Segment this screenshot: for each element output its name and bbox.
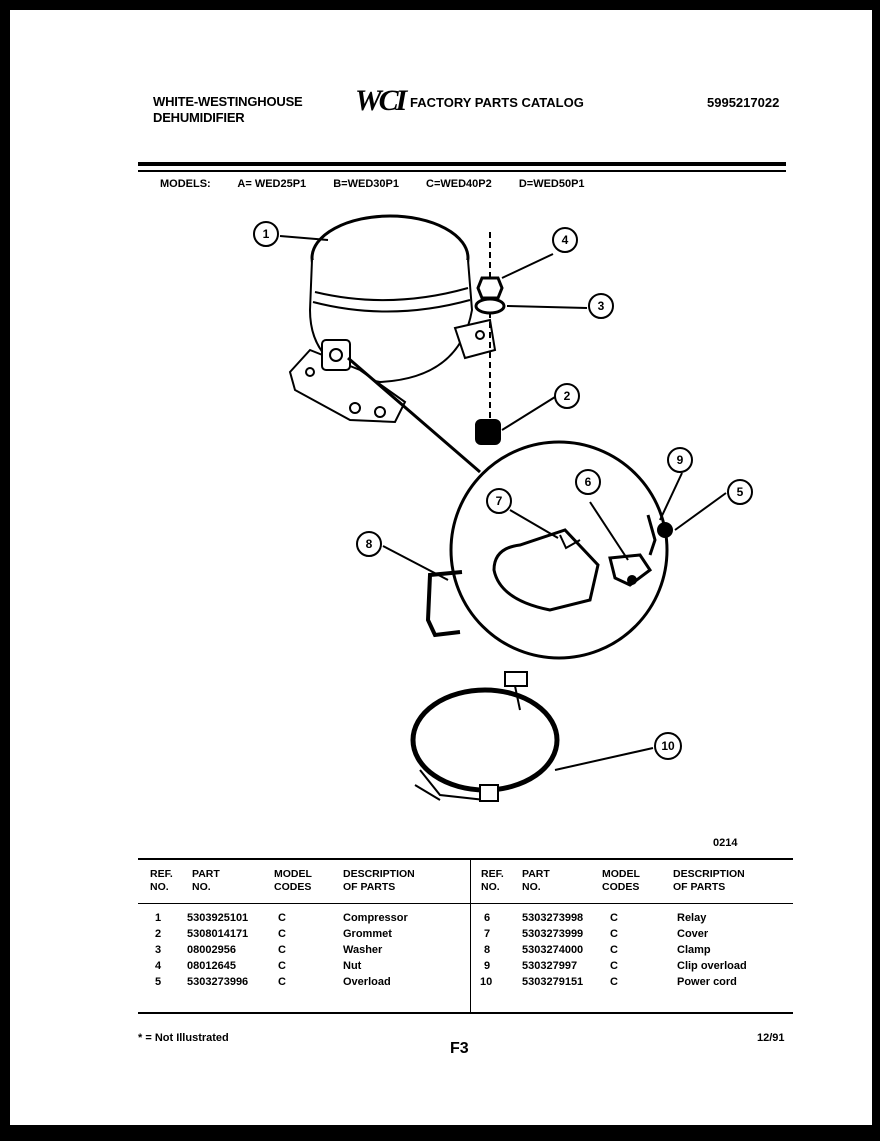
table-column-divider xyxy=(470,860,471,1012)
svg-text:5: 5 xyxy=(736,485,744,499)
table-row: 7 5303273999 C Cover xyxy=(484,928,709,940)
header-description-right: DESCRIPTION OF PARTS xyxy=(673,868,745,893)
header-part-no-left: PART NO. xyxy=(192,868,220,893)
svg-text:6: 6 xyxy=(584,475,592,489)
brand-name: WHITE-WESTINGHOUSE xyxy=(153,94,303,109)
svg-text:7: 7 xyxy=(495,494,503,508)
callout-7 xyxy=(487,489,511,513)
wci-logo: WCI xyxy=(355,84,405,117)
header-ref-no-right: REF. NO. xyxy=(481,868,504,893)
table-row: 2 5308014171 C Grommet xyxy=(155,928,392,940)
svg-text:8: 8 xyxy=(365,537,373,551)
nut-illustration xyxy=(478,278,502,298)
callout-5 xyxy=(728,480,752,504)
header-part-no-right: PART NO. xyxy=(522,868,550,893)
callout-9 xyxy=(668,448,692,472)
callout-2 xyxy=(555,384,579,408)
header-description-left: DESCRIPTION OF PARTS xyxy=(343,868,415,893)
power-cord-illustration xyxy=(413,672,557,801)
model-c: C=WED40P2 xyxy=(426,178,492,190)
compressor-illustration xyxy=(290,216,495,422)
callout-1 xyxy=(254,222,278,246)
grommet-illustration xyxy=(476,420,500,444)
callout-8 xyxy=(357,532,381,556)
catalog-title: FACTORY PARTS CATALOG xyxy=(410,95,584,110)
models-label: MODELS: xyxy=(160,178,211,190)
relay-illustration xyxy=(610,555,650,585)
table-row: 6 5303273998 C Relay xyxy=(484,912,707,924)
footnote: * = Not Illustrated xyxy=(138,1032,229,1044)
product-type: DEHUMIDIFIER xyxy=(153,110,245,125)
header-ref-no-left: REF. NO. xyxy=(150,868,173,893)
callout-4 xyxy=(553,228,577,252)
callout-6 xyxy=(576,470,600,494)
table-row: 1 5303925101 C Compressor xyxy=(155,912,408,924)
publication-number: 5995217022 xyxy=(707,95,780,110)
callout-10 xyxy=(655,733,681,759)
svg-text:3: 3 xyxy=(597,299,605,313)
table-row: 3 08002956 C Washer xyxy=(155,944,383,956)
header-model-codes-left: MODEL CODES xyxy=(274,868,312,893)
svg-text:9: 9 xyxy=(676,453,684,467)
page-code: F3 xyxy=(450,1040,469,1057)
revision-date: 12/91 xyxy=(757,1032,785,1044)
header-model-codes-right: MODEL CODES xyxy=(602,868,640,893)
washer-illustration xyxy=(476,299,504,313)
svg-text:1: 1 xyxy=(262,227,270,241)
model-b: B=WED30P1 xyxy=(333,178,399,190)
table-rule-top xyxy=(138,858,793,860)
model-a: A= WED25P1 xyxy=(237,178,307,190)
table-rule-header xyxy=(138,903,793,904)
svg-text:2: 2 xyxy=(563,389,571,403)
model-d: D=WED50P1 xyxy=(518,178,585,190)
catalog-page xyxy=(10,10,872,1125)
table-row: 5 5303273996 C Overload xyxy=(155,976,391,988)
table-row: 4 08012645 C Nut xyxy=(155,960,362,972)
parts-table-left xyxy=(155,910,465,990)
callout-3 xyxy=(589,294,613,318)
svg-text:4: 4 xyxy=(561,233,569,247)
cover-illustration xyxy=(494,530,598,610)
parts-table-right xyxy=(480,910,789,990)
svg-text:10: 10 xyxy=(661,739,675,753)
table-row: 10 5303279151 C Power cord xyxy=(480,976,737,988)
figure-code: 0214 xyxy=(713,837,738,849)
table-rule-bottom xyxy=(138,1012,793,1014)
table-row: 9 530327997 C Clip overload xyxy=(484,960,747,972)
table-row: 8 5303274000 C Clamp xyxy=(484,944,711,956)
